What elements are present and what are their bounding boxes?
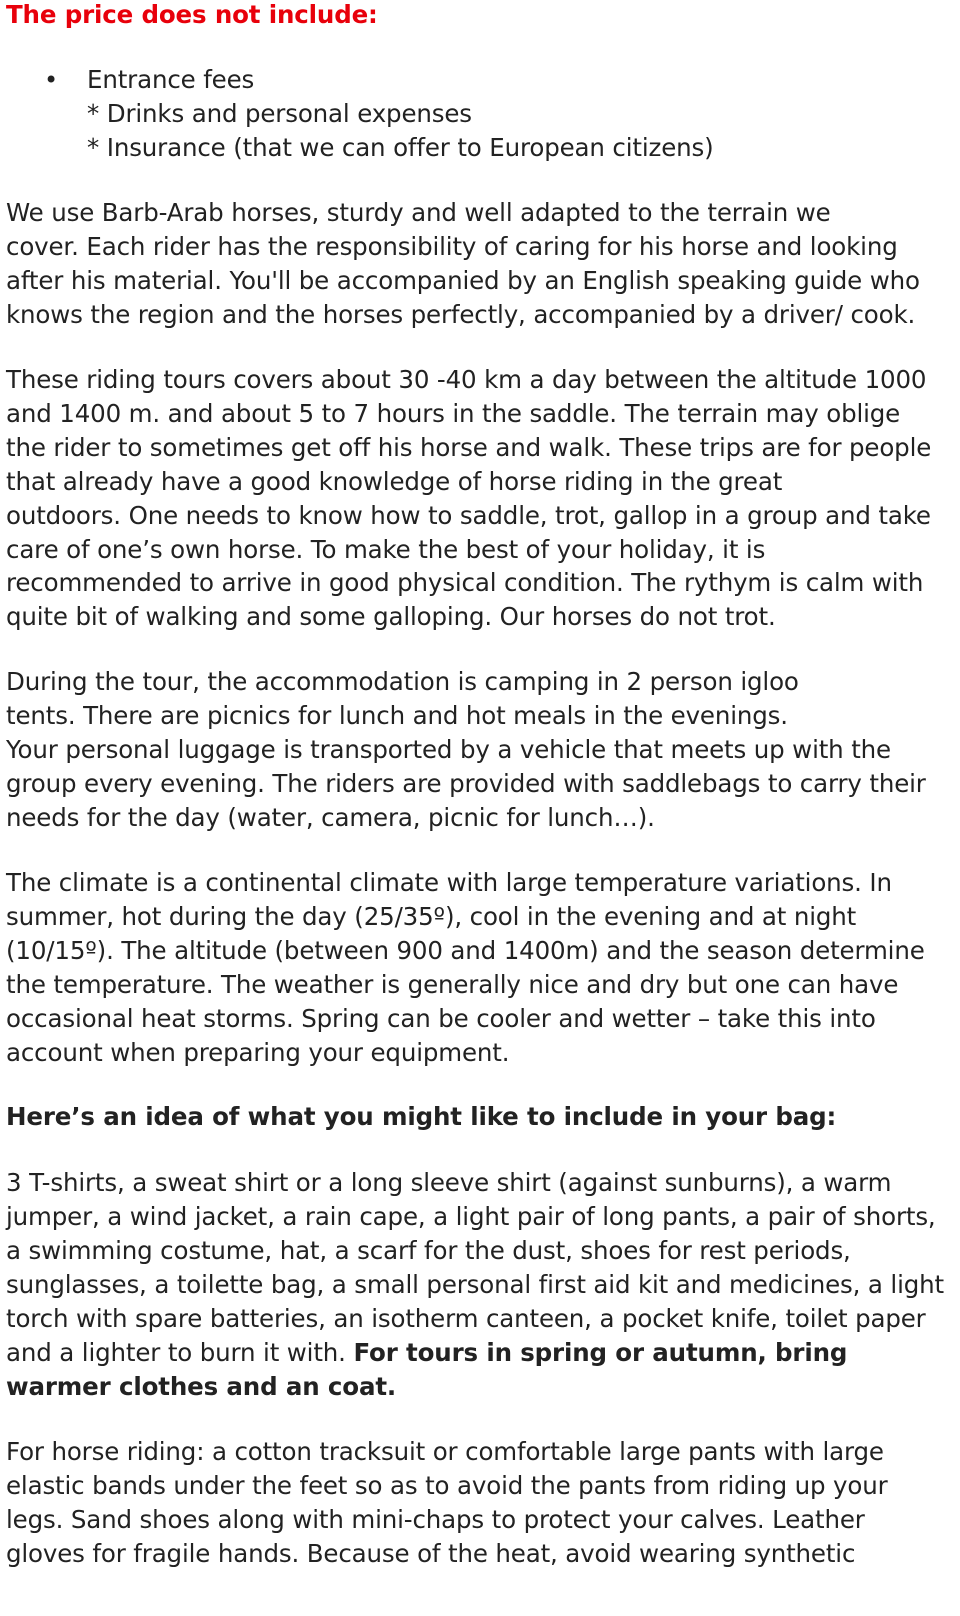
exclusions-heading: The price does not include:	[6, 0, 378, 29]
paragraph-line: and 1400 m. and about 5 to 7 hours in the saddle. The terrain may oblige	[6, 399, 901, 428]
paragraph-line: outdoors. One needs to know how to saddle, trot, gallop in a group and take	[6, 501, 931, 530]
paragraph-line: group every evening. The riders are provided with saddlebags to carry their	[6, 769, 926, 798]
bag-heading: Here’s an idea of what you might like to include in your bag:	[6, 1102, 837, 1131]
paragraph-line: occasional heat storms. Spring can be cooler and wetter – take this into	[6, 1004, 876, 1033]
paragraph-line: recommended to arrive in good physical condition. The rythym is calm with	[6, 568, 924, 597]
paragraph-line: summer, hot during the day (25/35º), cool in the evening and at night	[6, 902, 857, 931]
paragraph-line: The climate is a continental climate with large temperature variations. In	[6, 868, 892, 897]
paragraph-line: after his material. You'll be accompanied by an English speaking guide who	[6, 266, 920, 295]
paragraph-line: Your personal luggage is transported by a vehicle that meets up with the	[6, 735, 891, 764]
paragraph-line	[6, 1336, 847, 1370]
paragraph-line: care of one’s own horse. To make the best of your holiday, it is	[6, 535, 766, 564]
paragraph-line: elastic bands under the feet so as to avoid the pants from riding up your	[6, 1471, 888, 1500]
paragraph-line: that already have a good knowledge of horse riding in the great	[6, 467, 783, 496]
paragraph-line: tents. There are picnics for lunch and hot meals in the evenings.	[6, 701, 788, 730]
bold-note: For tours in spring or autumn, bring	[353, 1338, 848, 1367]
bullet-icon: •	[44, 66, 59, 94]
paragraph-line: 3 T-shirts, a sweat shirt or a long sleeve shirt (against sunburns), a warm	[6, 1168, 892, 1197]
paragraph-line: the rider to sometimes get off his horse and walk. These trips are for people	[6, 433, 932, 462]
paragraph-line: During the tour, the accommodation is camping in 2 person igloo	[6, 667, 799, 696]
paragraph-line: knows the region and the horses perfectly, accompanied by a driver/ cook.	[6, 300, 916, 329]
paragraph-line: torch with spare batteries, an isotherm canteen, a pocket knife, toilet paper	[6, 1304, 926, 1333]
paragraph-line: legs. Sand shoes along with mini-chaps to protect your calves. Leather	[6, 1505, 865, 1534]
paragraph-line: (10/15º). The altitude (between 900 and 1400m) and the season determine	[6, 936, 925, 965]
paragraph-line: For horse riding: a cotton tracksuit or comfortable large pants with large	[6, 1437, 884, 1466]
paragraph-line: sunglasses, a toilette bag, a small personal first aid kit and medicines, a light	[6, 1270, 944, 1299]
paragraph-line: account when preparing your equipment.	[6, 1038, 510, 1067]
paragraph-line: gloves for fragile hands. Because of the heat, avoid wearing synthetic	[6, 1539, 856, 1568]
paragraph-text: and a lighter to burn it with.	[6, 1338, 354, 1367]
paragraph-line: cover. Each rider has the responsibility of caring for his horse and looking	[6, 232, 898, 261]
paragraph-line: a swimming costume, hat, a scarf for the dust, shoes for rest periods,	[6, 1236, 851, 1265]
exclusion-item: * Drinks and personal expenses	[87, 99, 472, 128]
exclusion-item: * Insurance (that we can offer to European citizens)	[87, 133, 714, 162]
paragraph-line: We use Barb-Arab horses, sturdy and well adapted to the terrain we	[6, 198, 831, 227]
paragraph-line: jumper, a wind jacket, a rain cape, a light pair of long pants, a pair of shorts,	[6, 1202, 936, 1231]
paragraph-line: These riding tours covers about 30 -40 km a day between the altitude 1000	[6, 365, 927, 394]
paragraph-line: the temperature. The weather is generally nice and dry but one can have	[6, 970, 899, 999]
paragraph-line: needs for the day (water, camera, picnic for lunch…).	[6, 803, 655, 832]
paragraph-line: quite bit of walking and some galloping. Our horses do not trot.	[6, 602, 776, 631]
exclusion-item: Entrance fees	[87, 65, 255, 94]
bold-note: warmer clothes and an coat.	[6, 1372, 397, 1401]
